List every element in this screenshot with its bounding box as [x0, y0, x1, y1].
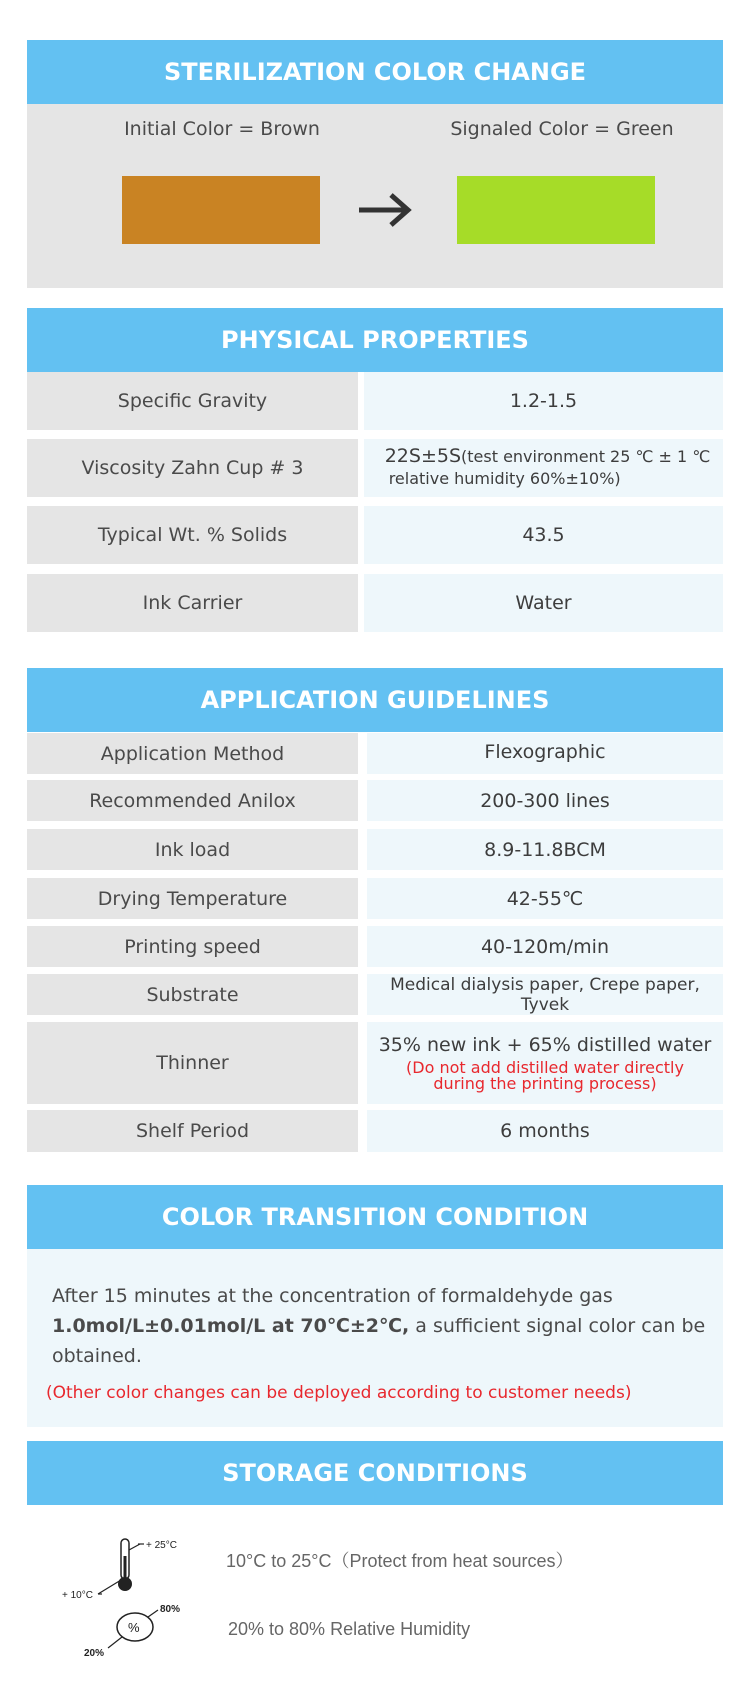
thermometer-icon [58, 1536, 198, 1600]
guideline-label: Shelf Period [27, 1110, 358, 1152]
signaled-color-label: Signaled Color = Green [450, 118, 674, 140]
property-value [364, 439, 723, 497]
table-row [27, 439, 723, 497]
viscosity-value: 22S±5S [384, 445, 462, 468]
table-row [27, 506, 723, 564]
guideline-value: Flexographic [367, 733, 723, 774]
table-row [27, 372, 723, 430]
guideline-value: 200-300 lines [367, 780, 723, 821]
guideline-label: Drying Temperature [27, 878, 358, 919]
humidity-max-label: 80% [160, 1604, 181, 1615]
transition-line-3: obtained. [52, 1345, 142, 1367]
table-row [27, 1022, 723, 1104]
color-transition-title: COLOR TRANSITION CONDITION [161, 1203, 589, 1231]
property-value: Water [364, 574, 723, 632]
thinner-note-1: (Do not add distilled water directly [406, 1058, 684, 1077]
temp-min-label: + 10°C [62, 1590, 93, 1600]
right-arrow-icon [357, 192, 413, 228]
guideline-label: Application Method [27, 733, 358, 774]
table-row [27, 878, 723, 919]
transition-line-2-bold: 1.0mol/L±0.01mol/L at 70℃±2℃, [52, 1315, 410, 1337]
table-row [27, 1110, 723, 1152]
physical-properties-header [27, 308, 723, 372]
table-row [27, 574, 723, 632]
property-label: Ink Carrier [27, 574, 358, 632]
transition-line-1: After 15 minutes at the concentration of formaldehyde gas [52, 1285, 613, 1307]
property-value: 1.2-1.5 [364, 372, 723, 430]
table-row [27, 926, 723, 967]
temp-max-label: + 25°C [146, 1540, 177, 1551]
guideline-value: 42-55℃ [367, 878, 723, 919]
guideline-label: Printing speed [27, 926, 358, 967]
humidity-condition: 20% to 80% Relative Humidity [228, 1619, 471, 1639]
guideline-label: Recommended Anilox [27, 780, 358, 821]
property-label: Viscosity Zahn Cup # 3 [27, 439, 358, 497]
viscosity-note-2: relative humidity 60%±10%) [388, 469, 621, 488]
guideline-label: Thinner [27, 1022, 358, 1104]
guideline-value: 40-120m/min [367, 926, 723, 967]
application-guidelines-title: APPLICATION GUIDELINES [200, 686, 550, 714]
guideline-label: Ink load [27, 829, 358, 870]
signaled-color-swatch [457, 176, 655, 244]
transition-note: (Other color changes can be deployed according to customer needs) [46, 1383, 632, 1403]
transition-description [52, 1281, 712, 1371]
table-row [27, 733, 723, 774]
color-change-panel [27, 104, 723, 288]
humidity-icon [80, 1600, 200, 1658]
initial-color-label: Initial Color = Brown [124, 118, 320, 140]
humidity-symbol: % [128, 1620, 140, 1635]
table-row [27, 780, 723, 821]
sterilization-header [27, 40, 723, 104]
transition-line-2-rest: a sufficient signal color can be [409, 1315, 706, 1337]
application-guidelines-header [27, 668, 723, 732]
guideline-value [367, 1022, 723, 1104]
storage-conditions-header [27, 1441, 723, 1505]
property-value: 43.5 [364, 506, 723, 564]
humidity-min-label: 20% [84, 1648, 105, 1658]
thinner-value: 35% new ink + 65% distilled water [378, 1034, 712, 1056]
viscosity-note-1: (test environment 25 ℃ ± 1 ℃ [461, 447, 711, 467]
guideline-value: 8.9-11.8BCM [367, 829, 723, 870]
guideline-value: 6 months [367, 1110, 723, 1152]
table-row [27, 974, 723, 1015]
table-row [27, 829, 723, 870]
physical-properties-title: PHYSICAL PROPERTIES [221, 326, 529, 354]
thinner-note-2: during the printing process) [433, 1074, 657, 1093]
temperature-condition: 10°C to 25°C（Protect from heat sources） [226, 1551, 574, 1571]
initial-color-swatch [122, 176, 320, 244]
property-label: Specific Gravity [27, 372, 358, 430]
guideline-value: Medical dialysis paper, Crepe paper, Tyvek [367, 974, 723, 1015]
sterilization-title: STERILIZATION COLOR CHANGE [163, 58, 587, 86]
storage-conditions-title: STORAGE CONDITIONS [222, 1459, 528, 1487]
guideline-label: Substrate [27, 974, 358, 1015]
color-transition-header [27, 1185, 723, 1249]
property-label: Typical Wt. % Solids [27, 506, 358, 564]
